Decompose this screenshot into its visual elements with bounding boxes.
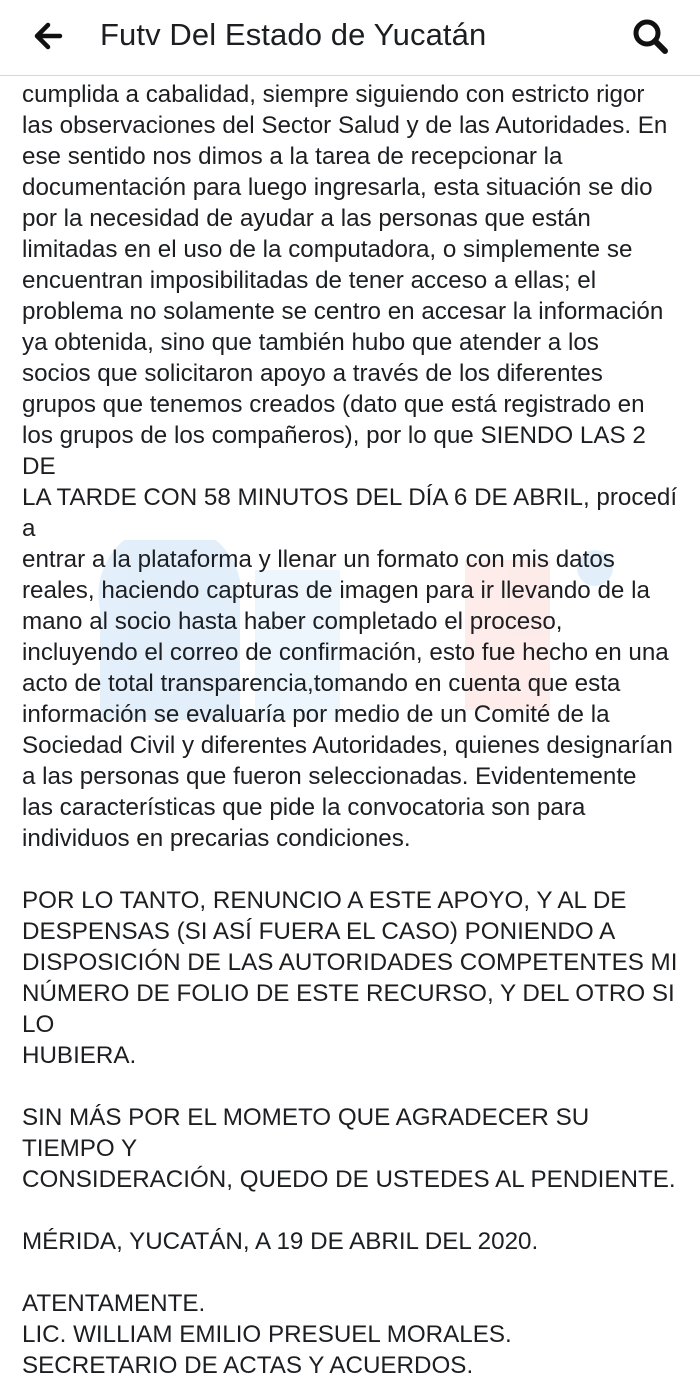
body-paragraph-agradecimiento: SIN MÁS POR EL MOMETO QUE AGRADECER SU TIEMPO Y CONSIDERACIÓN, QUEDO DE USTEDES AL PENDIENTE. (22, 1104, 676, 1193)
page-title: Futv Del Estado de Yucatán (100, 17, 487, 52)
back-button[interactable] (26, 14, 74, 58)
body-paragraph-explanation: cumplida a cabalidad, siempre siguiendo con estricto rigor las observaciones del Sector Salud y de las Autoridades. En ese sentido nos dimos a la tarea de recepcionar la documentación para luego ingresarla, esta situación se dio por la necesidad de ayudar a las personas que están limitadas en el uso de la computadora, o simplemente se encuentran imposibilitadas de tener acceso a ellas; el problema no solamente se centro en accesar la información ya obtenida, sino que también hubo que atender a los socios que solicitaron apoyo a través de los diferentes grupos que tenemos creados (dato que está registrado en los grupos de los compañeros), por lo que SIENDO LAS 2 DE LA TARDE CON 58 MINUTOS DEL DÍA 6 DE ABRIL, procedí a entrar a la plataforma y llenar un formato con mis datos reales, haciendo capturas de imagen para ir llevando de la mano al socio hasta haber completado el proceso, incluyendo el correo de confirmación, esto fue hecho en una acto de total transparencia,tomando en cuenta que esta información se evaluaría por medio de un Comité de la Sociedad Civil y diferentes Autoridades, quienes designarían a las personas que fueron seleccionadas. Evidentemente las características que pide la convocatoria son para individuos en precarias condiciones. (22, 81, 678, 852)
signature-block: ATENTAMENTE. LIC. WILLIAM EMILIO PRESUEL MORALES. SECRETARIO DE ACTAS Y ACUERDOS. (22, 1290, 512, 1379)
arrow-left-icon (26, 14, 74, 58)
search-button[interactable] (628, 14, 674, 60)
post-body (22, 79, 684, 1381)
app-header (0, 0, 700, 76)
body-paragraph-renuncia: POR LO TANTO, RENUNCIO A ESTE APOYO, Y AL DE DESPENSAS (SI ASÍ FUERA EL CASO) PONIENDO A DISPOSICIÓN DE LAS AUTORIDADES COMPETENTES MI NÚMERO DE FOLIO DE ESTE RECURSO, Y DEL OTRO SI LO HUBIERA. (22, 887, 678, 1069)
search-icon (628, 14, 674, 60)
body-paragraph-lugar-fecha: MÉRIDA, YUCATÁN, A 19 DE ABRIL DEL 2020. (22, 1228, 539, 1255)
